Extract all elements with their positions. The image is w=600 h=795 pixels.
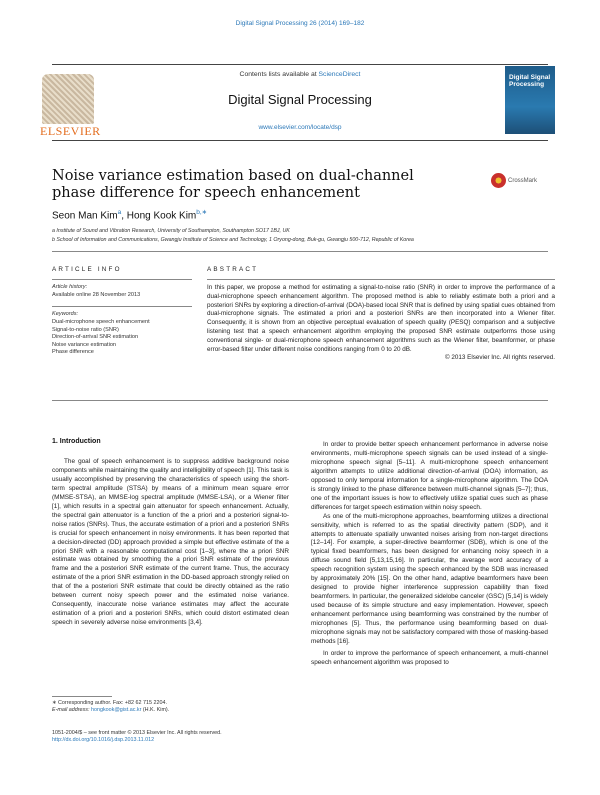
history-label: Article history: [52, 284, 88, 290]
front-matter-info [52, 730, 352, 744]
paragraph: In order to provide better speech enhancement performance in adverse noise environments, multi-microphone speech signals can be used instead of a single-microphone speech signal [5–11]. A multi-microphone speech enhancement algorithm attempts to utilize additional direction-of-arrival (DOA) information, as opposed to only temporal information for a single-microphone algorithm. The DOA is strongly linked to the phase difference between multi-channel signals [5–7]; thus, one of the important issues is how to effectively utilize spatial cues such as phase differences for target speech estimation within noisy speech. [311, 441, 548, 511]
keyword-item: Signal-to-noise ratio (SNR) [52, 326, 119, 333]
elsevier-logo: ELSEVIER [40, 124, 101, 138]
doi-link[interactable]: http://dx.doi.org/10.1016/j.dsp.2013.11.012 [52, 737, 155, 744]
intro-right-column [311, 441, 548, 668]
keyword-item: Direction-of-arrival SNR estimation [52, 334, 139, 341]
issn-line: 1051-2004/$ – see front matter © 2013 Elsevier Inc. All rights reserved. [52, 730, 222, 736]
history-value: Available online 28 November 2013 [52, 292, 141, 298]
abstract-end-rule [52, 400, 548, 401]
abstract-heading: ABSTRACT [207, 266, 259, 273]
keywords-label: Keywords: [52, 311, 79, 317]
header-top-rule [52, 64, 548, 65]
elsevier-tree-logo [42, 74, 94, 124]
paragraph: In order to improve the performance of speech enhancement, a multi-channel speech enhancement algorithm was proposed to [311, 649, 548, 666]
sciencedirect-link[interactable]: ScienceDirect [318, 71, 361, 78]
contents-prefix: Contents lists available at [239, 71, 319, 78]
contents-available-line [180, 71, 420, 78]
keyword-item: Dual-microphone speech enhancement [52, 319, 150, 325]
email-label: E-mail address: [52, 707, 91, 714]
affiliation-rule [52, 251, 548, 252]
affiliation-a: a Institute of Sound and Vibration Research, University of Southampton, Southampton SO17 1BJ, UK [52, 228, 290, 234]
author-name: Hong Kook Kim [126, 210, 197, 222]
abstract-body [207, 284, 555, 363]
journal-cover-thumbnail[interactable] [505, 66, 555, 134]
crossmark-icon [491, 173, 506, 188]
abstract-text: In this paper, we propose a method for estimating a signal-to-noise ratio (SNR) in order to improve the performance of a dual-microphone speech enhancement algorithm. The proposed method is able to reliably estimate both a priori and a posteriori SNRs by exploring a direction-of-arrival (DOA)-based local SNR that is defined by using spatial cues obtained from dual-microphone signals. The estimated a priori and a posteriori SNRs are then incorporated into a Wiener filter. Consequently, it is shown from an objective perceptual evaluation of speech quality (PESQ) comparison and a subjective listening test that a speech enhancement algorithm employing the proposed SNR estimate outperforms those using conventional single- or dual-microphone speech enhancement algorithms such as the Wiener filter, beamformer, or phase error-based filter under different noise conditions ranging from 0 to 20 dB. [207, 284, 555, 353]
cover-title: Digital Signal Processing [509, 74, 551, 88]
paragraph: The goal of speech enhancement is to suppress additive background noise components while maintaining the quality and intelligibility of speech [1]. This task is usually accomplished by preserving the characteristics of speech using the short-term spectral amplitude (STSA) by means of a minimum mean square error (MMSE-STSA), an MMSE-log spectral amplitude (MMSE-LSA), or a Wiener filter [1], which results in a spectral gain attenuator for speech enhancement. Actually, the spectral gain attenuator is a function of the a priori and a posteriori signal-to-noise ratios (SNRs). Thus, the accurate estimation of a priori and a posteriori SNRs is crucial for speech enhancement in noisy environments. It has been reported that a decision-directed (DD) approach provided a simple but effective estimate of the a priori SNR with a reasonable computational cost [1–3], where the a priori SNR estimate was obtained by smoothing the a priori SNR estimate of the previous frame and the a posteriori SNR estimate of the current frame. Thus, the accuracy estimate of the a priori SNR estimation in the DD-based approach strongly relied on that of the a posteriori SNR estimate that could be directly obtained as the ratio between current noisy speech power and the estimated noise variance. Consequently, inaccurate noise variance estimates may affect the accurate estimation of a priori and a posteriori SNRs, which could distort estimated clean speech in severely adverse noise environments [3,4]. [52, 458, 289, 627]
crossmark-label: CrossMark [508, 177, 538, 184]
email-suffix: (H.K. Kim). [141, 707, 170, 714]
keyword-item: Noise variance estimation [52, 341, 117, 348]
intro-left-column [52, 458, 289, 628]
affiliation-marker[interactable]: b,∗ [196, 209, 208, 216]
author-separator: , [121, 210, 127, 222]
email-line [52, 707, 289, 714]
article-info-rule [52, 279, 192, 280]
article-info-heading: ARTICLE INFO [52, 266, 122, 273]
email-link[interactable]: hongkook@gist.ac.kr [90, 707, 142, 714]
copyright-notice: © 2013 Elsevier Inc. All rights reserved. [445, 354, 555, 362]
author-list [52, 208, 207, 221]
keywords-list [52, 319, 202, 357]
author-name: Seon Man Kim [52, 210, 118, 222]
affiliation-marker[interactable]: a [117, 209, 122, 216]
footnote-rule [52, 696, 112, 697]
abstract-rule [207, 279, 555, 280]
journal-title: Digital Signal Processing [228, 92, 372, 107]
paragraph: As one of the multi-microphone approaches, beamforming utilizes a directional sensitivity, which is referred to as the spatial directivity pattern (SDP), and it attempts to attenuate spatially unwanted noises arising from non-target directions [12–14]. For example, a super-directive beamformer (SDB), which is one of the typical fixed beamformers, has been designed for enhancing noisy speech in a diffuse sound field [5,13,15,16]. In particular, the average word accuracy of a speech recognition system using the speech enhanced by the SDB was increased by approximately 20% [15]. On the other hand, adaptive beamformers have been designed to provide higher interference suppression capability than fixed beamformers. In particular, the generalized sidelobe canceler (GSC) [5,14] is widely used because of its simple structure and easy implementation. However, speech enhancement performance using beamforming was constrained by the number of microphones [5]. Thus, the performance using beamforming based on dual-microphone signals may not be satisfactory compared with those of masking-based methods [16]. [311, 512, 548, 645]
affiliation-b: b School of Information and Communications, Gwangju Institute of Science and Technology, 1 Oryong-dong, Buk-gu, Gwangju 500-712, Republic of Korea [52, 237, 414, 243]
section-heading: 1. Introduction [52, 438, 101, 445]
header-bottom-rule [52, 140, 548, 141]
paper-title: Noise variance estimation based on dual-channel phase difference for speech enhancement [52, 168, 414, 201]
corresponding-author: ∗ Corresponding author. Fax: +82 62 715 2204. [52, 700, 167, 706]
journal-homepage-link[interactable]: www.elsevier.com/locate/dsp [258, 124, 342, 131]
crossmark-button[interactable] [491, 170, 537, 189]
keywords-rule [52, 306, 192, 307]
journal-citation[interactable]: Digital Signal Processing 26 (2014) 169–182 [235, 20, 365, 27]
corresponding-author-footnote [52, 700, 289, 715]
keyword-item: Phase difference [52, 349, 94, 356]
